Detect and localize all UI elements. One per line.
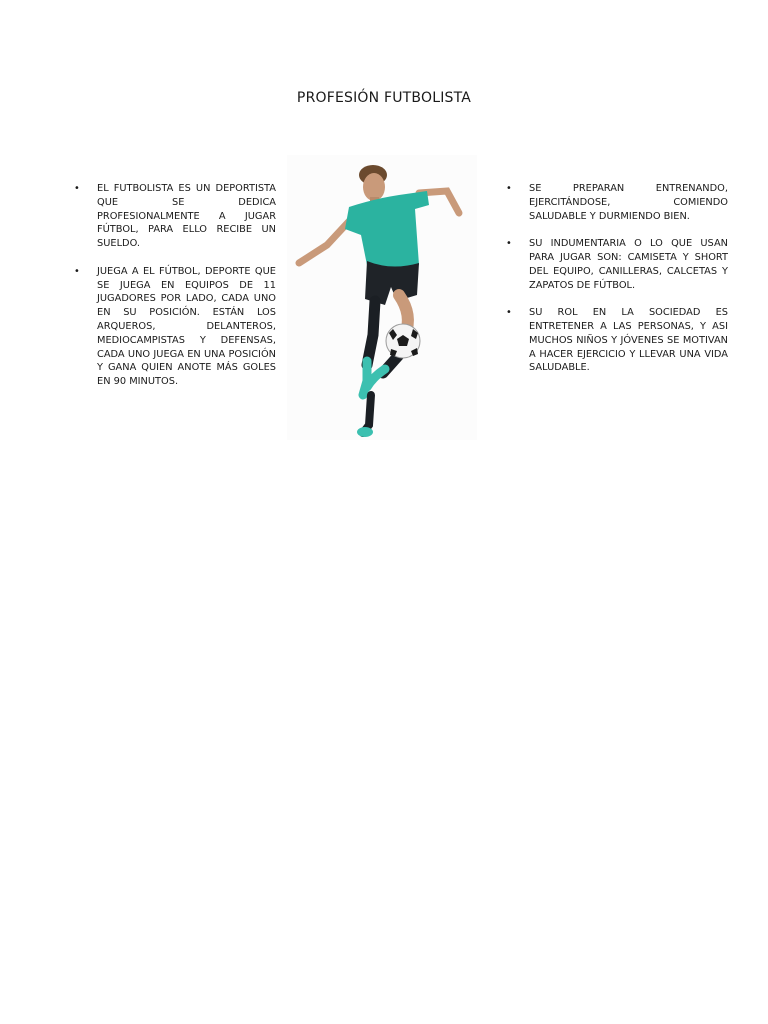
right-bullet-list	[506, 182, 728, 389]
trailing-boot-shape	[357, 427, 373, 437]
head-shape	[363, 173, 385, 201]
footballer-illustration	[287, 155, 477, 440]
list-item-text: SU ROL EN LA SOCIEDAD ES ENTRETENER A LAS PERSONAS, Y ASI MUCHOS NIÑOS Y JÓVENES SE MOTIVAN A HACER EJERCICIO Y LLEVAR UNA VIDA SALUDABLE.	[529, 307, 728, 374]
bullet-icon: •	[74, 183, 80, 194]
list-item	[506, 182, 728, 223]
footballer-photo	[287, 155, 477, 440]
bullet-icon: •	[506, 183, 512, 194]
list-item-text: SE PREPARAN ENTRENANDO, EJERCITÁNDOSE, COMIENDO SALUDABLE Y DURMIENDO BIEN.	[529, 183, 728, 222]
list-item-text: JUEGA A EL FÚTBOL, DEPORTE QUE SE JUEGA EN EQUIPOS DE 11 JUGADORES POR LADO, CADA UNO EN SU POSICIÓN. ESTÁN LOS ARQUEROS, DELANTEROS, MEDIOCAMPISTAS Y DEFENSAS, CADA UNO JUEGA EN UNA POSICIÓN Y GANA QUIEN ANOTE MÁS GOLES EN 90 MINUTOS.	[97, 265, 276, 388]
left-sock-shape	[367, 301, 375, 365]
left-arm-shape	[299, 217, 353, 263]
jersey-shape	[345, 191, 429, 269]
bullet-icon: •	[74, 265, 80, 277]
bullet-icon: •	[506, 238, 512, 250]
left-boot-shape	[363, 361, 367, 395]
list-item	[74, 265, 276, 389]
list-item	[506, 237, 728, 292]
page-title: PROFESIÓN FUTBOLISTA	[296, 90, 472, 106]
list-item-text: SU INDUMENTARIA O LO QUE USAN PARA JUGAR SON: CAMISETA Y SHORT DEL EQUIPO, CANILLERAS, CALCETAS Y ZAPATOS DE FÚTBOL.	[529, 238, 728, 291]
soccer-ball-icon	[386, 324, 420, 358]
list-item-text: EL FUTBOLISTA ES UN DEPORTISTA QUE SE DEDICA PROFESIONALMENTE A JUGAR FÚTBOL, PARA ELLO RECIBE UN SUELDO.	[97, 183, 276, 250]
list-item	[74, 182, 276, 251]
list-item	[506, 306, 728, 375]
left-bullet-list	[74, 182, 276, 403]
bullet-icon: •	[506, 307, 512, 319]
